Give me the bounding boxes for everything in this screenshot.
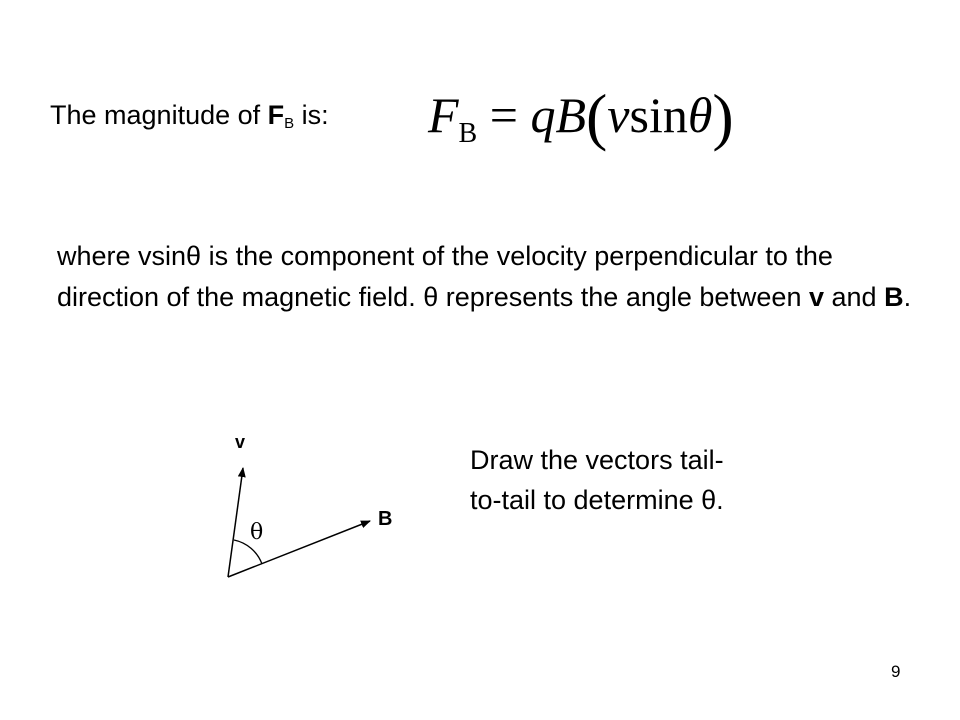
formula-v: v: [607, 87, 630, 143]
paragraph-end: .: [903, 282, 912, 312]
formula-coeff: qB: [530, 87, 586, 143]
heading-prefix: The magnitude of: [50, 100, 268, 130]
vector-diagram: [200, 430, 400, 590]
magnitude-heading: [50, 100, 329, 132]
b-vector-label: B: [378, 508, 393, 530]
formula-lhs-sub: B: [458, 118, 478, 149]
formula-lhs: F: [428, 87, 459, 143]
explanation-paragraph: [57, 236, 917, 318]
force-symbol: F: [267, 100, 285, 130]
page-number: 9: [891, 662, 901, 681]
formula-sin: sin: [629, 87, 688, 143]
v-vector-arrow: [228, 468, 243, 577]
paragraph-v: v: [808, 282, 824, 312]
formula-close-paren: ): [712, 81, 734, 152]
formula-open-paren: (: [585, 81, 608, 152]
force-subscript: B: [284, 115, 295, 132]
note-line-2: to-tail to determine θ.: [470, 485, 724, 515]
paragraph-and: and: [824, 282, 885, 312]
note-line-1: Draw the vectors tail-: [470, 445, 724, 475]
formula-equals: =: [477, 87, 531, 143]
heading-suffix: is:: [294, 100, 329, 130]
formula-theta: θ: [687, 87, 713, 143]
instruction-note: [470, 440, 724, 520]
angle-label: θ: [250, 520, 264, 545]
force-formula: [428, 80, 734, 154]
v-vector-label: v: [235, 432, 246, 452]
paragraph-b: B: [884, 282, 904, 312]
paragraph-text: where vsinθ is the component of the velocity perpendicular to the direction of the magnetic field. θ represents the angle between: [57, 241, 833, 312]
